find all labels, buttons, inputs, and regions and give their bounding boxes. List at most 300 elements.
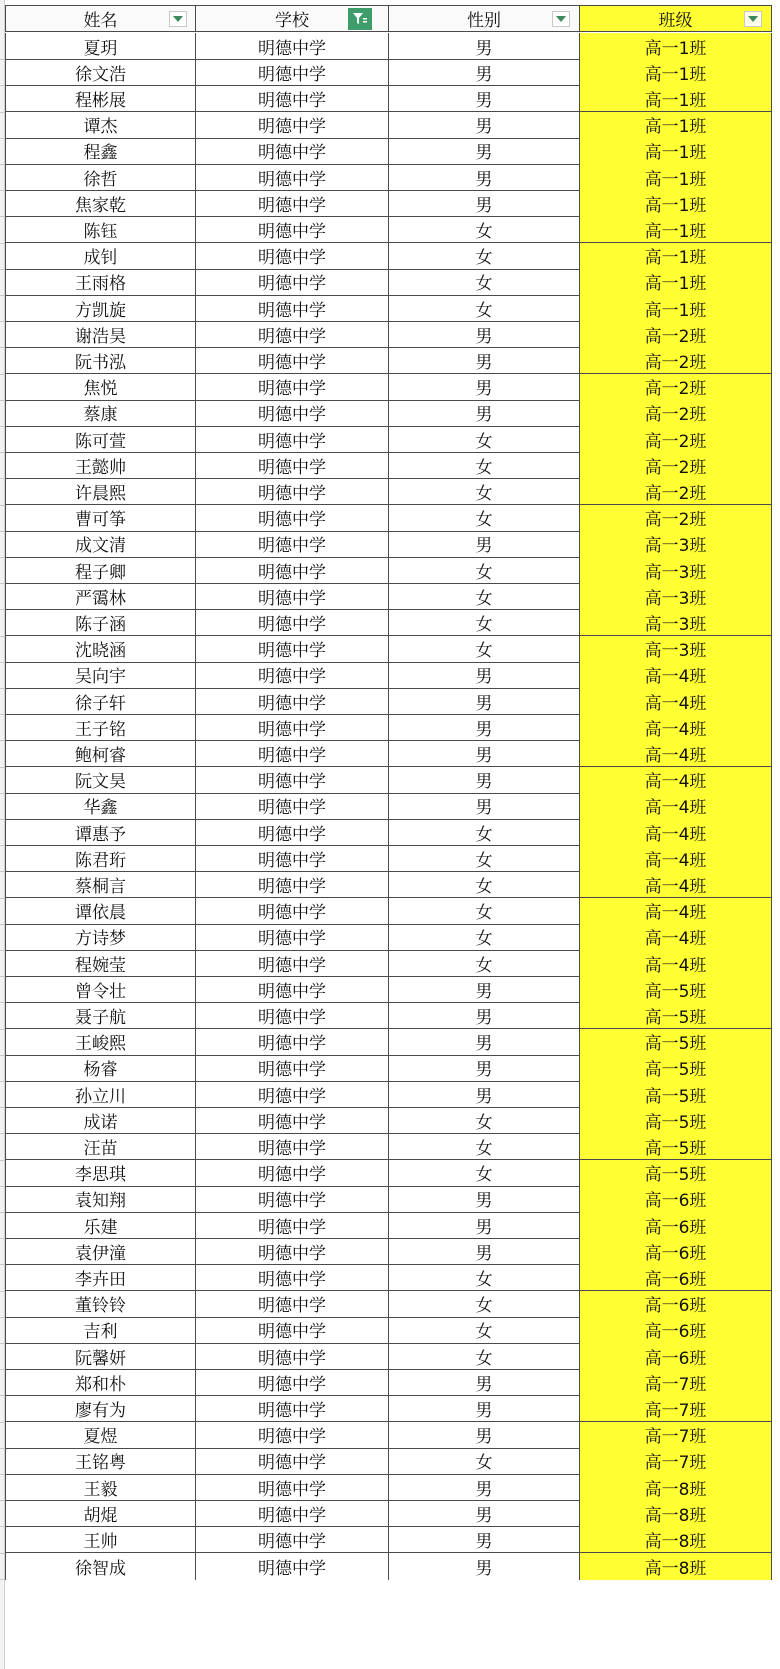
cell-gender[interactable]: 女 (389, 426, 580, 453)
cell-class[interactable]: 高一7班 (580, 1369, 772, 1396)
cell-gender[interactable]: 男 (389, 1474, 580, 1501)
cell-school[interactable]: 明德中学 (196, 1291, 389, 1318)
cell-class[interactable]: 高一5班 (580, 1055, 772, 1082)
gutter-row-divider (0, 1526, 4, 1527)
gutter-row-divider (0, 1002, 4, 1003)
cell-class[interactable]: 高一1班 (580, 112, 772, 139)
filter-dropdown-name[interactable] (169, 11, 187, 27)
gutter-row-divider (0, 478, 4, 479)
cell-school[interactable]: 明德中学 (196, 767, 389, 794)
cell-school[interactable]: 明德中学 (196, 478, 389, 505)
cell-name[interactable]: 汪苗 (5, 1133, 196, 1160)
cell-school[interactable]: 明德中学 (196, 400, 389, 427)
cell-class[interactable]: 高一6班 (580, 1186, 772, 1213)
cell-class[interactable]: 高一2班 (580, 374, 772, 401)
cell-gender[interactable]: 男 (389, 1186, 580, 1213)
cell-name[interactable]: 陈钰 (5, 216, 196, 243)
gutter-row-divider (0, 400, 4, 401)
cell-gender[interactable]: 女 (389, 1317, 580, 1344)
cell-school[interactable]: 明德中学 (196, 1526, 389, 1553)
gutter-row-divider (0, 924, 4, 925)
gutter-row-divider (0, 740, 4, 741)
gutter-row-divider (0, 793, 4, 794)
header-school-label: 学校 (275, 11, 309, 31)
cell-class[interactable]: 高一1班 (580, 190, 772, 217)
cell-gender[interactable]: 男 (389, 714, 580, 741)
cell-school[interactable]: 明德中学 (196, 452, 389, 479)
cell-gender[interactable]: 男 (389, 1212, 580, 1239)
cell-class[interactable]: 高一5班 (580, 1160, 772, 1187)
cell-gender[interactable]: 女 (389, 505, 580, 532)
cell-gender[interactable]: 女 (389, 636, 580, 663)
cell-name[interactable]: 方凯旋 (5, 295, 196, 322)
cell-name[interactable]: 许晨熙 (5, 478, 196, 505)
cell-class[interactable]: 高一6班 (580, 1343, 772, 1370)
cell-gender[interactable]: 男 (389, 1526, 580, 1553)
cell-class[interactable]: 高一5班 (580, 1133, 772, 1160)
cell-gender[interactable]: 男 (389, 1055, 580, 1082)
cell-school[interactable]: 明德中学 (196, 1055, 389, 1082)
cell-class[interactable]: 高一5班 (580, 1081, 772, 1108)
header-name[interactable] (5, 5, 196, 32)
cell-class[interactable]: 高一1班 (580, 269, 772, 296)
cell-gender[interactable]: 女 (389, 819, 580, 846)
cell-name[interactable]: 谭依晨 (5, 898, 196, 925)
gutter-row-divider (0, 1029, 4, 1030)
gutter-row-divider (0, 1553, 4, 1554)
cell-gender[interactable]: 女 (389, 478, 580, 505)
cell-class[interactable]: 高一1班 (580, 85, 772, 112)
filter-dropdown-class[interactable] (744, 11, 762, 27)
cell-name[interactable]: 阮书泓 (5, 347, 196, 374)
cell-name[interactable]: 陈君珩 (5, 845, 196, 872)
cell-name[interactable]: 阮馨妍 (5, 1343, 196, 1370)
gutter-row-divider (0, 138, 4, 139)
cell-class[interactable]: 高一2班 (580, 452, 772, 479)
cell-school[interactable]: 明德中学 (196, 164, 389, 191)
cell-class[interactable]: 高一4班 (580, 819, 772, 846)
cell-school[interactable]: 明德中学 (196, 1422, 389, 1449)
cell-name[interactable]: 王雨格 (5, 269, 196, 296)
cell-school[interactable]: 明德中学 (196, 1081, 389, 1108)
cell-gender[interactable]: 男 (389, 767, 580, 794)
cell-class[interactable]: 高一4班 (580, 740, 772, 767)
cell-gender[interactable]: 男 (389, 138, 580, 165)
cell-name[interactable]: 徐子轩 (5, 688, 196, 715)
cell-gender[interactable]: 男 (389, 112, 580, 139)
cell-gender[interactable]: 女 (389, 1107, 580, 1134)
filter-dropdown-school[interactable] (348, 8, 372, 30)
cell-school[interactable]: 明德中学 (196, 1029, 389, 1056)
cell-gender[interactable]: 男 (389, 190, 580, 217)
cell-name[interactable]: 曾令壮 (5, 976, 196, 1003)
gutter-row-divider (0, 1474, 4, 1475)
cell-gender[interactable]: 女 (389, 1448, 580, 1475)
cell-gender[interactable]: 男 (389, 85, 580, 112)
cell-name[interactable]: 王峻熙 (5, 1029, 196, 1056)
cell-name[interactable]: 李思琪 (5, 1160, 196, 1187)
cell-class[interactable]: 高一4班 (580, 714, 772, 741)
cell-class[interactable]: 高一1班 (580, 59, 772, 86)
cell-gender[interactable]: 男 (389, 1369, 580, 1396)
cell-class[interactable]: 高一2班 (580, 426, 772, 453)
cell-class[interactable]: 高一1班 (580, 164, 772, 191)
cell-class[interactable]: 高一3班 (580, 636, 772, 663)
gutter-row-divider (0, 1264, 4, 1265)
cell-name[interactable]: 鲍柯睿 (5, 740, 196, 767)
gutter-row-divider (0, 1395, 4, 1396)
cell-name[interactable]: 方诗梦 (5, 924, 196, 951)
gutter-row-divider (0, 1160, 4, 1161)
cell-name[interactable]: 夏煜 (5, 1422, 196, 1449)
cell-class[interactable]: 高一6班 (580, 1264, 772, 1291)
cell-school[interactable]: 明德中学 (196, 1160, 389, 1187)
cell-class[interactable]: 高一7班 (580, 1422, 772, 1449)
cell-school[interactable]: 明德中学 (196, 819, 389, 846)
cell-gender[interactable]: 女 (389, 269, 580, 296)
cell-gender[interactable]: 男 (389, 1500, 580, 1527)
cell-name[interactable]: 孙立川 (5, 1081, 196, 1108)
gutter-row-divider (0, 1291, 4, 1292)
cell-school[interactable]: 明德中学 (196, 1317, 389, 1344)
cell-school[interactable]: 明德中学 (196, 269, 389, 296)
cell-class[interactable]: 高一1班 (580, 138, 772, 165)
gutter-row-divider (0, 321, 4, 322)
cell-class[interactable]: 高一3班 (580, 531, 772, 558)
cell-gender[interactable]: 女 (389, 950, 580, 977)
cell-name[interactable]: 王毅 (5, 1474, 196, 1501)
cell-gender[interactable]: 女 (389, 845, 580, 872)
cell-name[interactable]: 沈晓涵 (5, 636, 196, 663)
gutter-row-divider (0, 1186, 4, 1187)
cell-class[interactable]: 高一7班 (580, 1395, 772, 1422)
cell-name[interactable]: 郑和朴 (5, 1369, 196, 1396)
cell-class[interactable]: 高一4班 (580, 898, 772, 925)
cell-name[interactable]: 袁知翔 (5, 1186, 196, 1213)
gutter-row-divider (0, 295, 4, 296)
cell-school[interactable]: 明德中学 (196, 609, 389, 636)
cell-class[interactable]: 高一2班 (580, 505, 772, 532)
cell-name[interactable]: 廖有为 (5, 1395, 196, 1422)
cell-school[interactable]: 明德中学 (196, 871, 389, 898)
gutter-row-divider (0, 950, 4, 951)
gutter-row-divider (0, 164, 4, 165)
cell-name[interactable]: 谢浩昊 (5, 321, 196, 348)
gutter-row-divider (0, 898, 4, 899)
cell-school[interactable]: 明德中学 (196, 1474, 389, 1501)
cell-school[interactable]: 明德中学 (196, 1107, 389, 1134)
cell-name[interactable]: 聂子航 (5, 1002, 196, 1029)
gutter-row-divider (0, 374, 4, 375)
cell-gender[interactable]: 女 (389, 609, 580, 636)
cell-class[interactable]: 高一4班 (580, 767, 772, 794)
cell-gender[interactable]: 女 (389, 871, 580, 898)
cell-class[interactable]: 高一4班 (580, 793, 772, 820)
gutter-row-divider (0, 452, 4, 453)
cell-name[interactable]: 阮文昊 (5, 767, 196, 794)
cell-class[interactable]: 高一2班 (580, 400, 772, 427)
cell-name[interactable]: 乐建 (5, 1212, 196, 1239)
cell-gender[interactable]: 女 (389, 557, 580, 584)
cell-name[interactable]: 吴向宇 (5, 662, 196, 689)
cell-name[interactable]: 程鑫 (5, 138, 196, 165)
cell-gender[interactable]: 男 (389, 1002, 580, 1029)
cell-school[interactable]: 明德中学 (196, 33, 389, 60)
gutter-row-divider (0, 688, 4, 689)
cell-name[interactable]: 杨睿 (5, 1055, 196, 1082)
cell-class[interactable]: 高一5班 (580, 976, 772, 1003)
cell-school[interactable]: 明德中学 (196, 59, 389, 86)
cell-school[interactable]: 明德中学 (196, 1133, 389, 1160)
cell-school[interactable]: 明德中学 (196, 295, 389, 322)
cell-school[interactable]: 明德中学 (196, 426, 389, 453)
cell-school[interactable]: 明德中学 (196, 924, 389, 951)
gutter-row-divider (0, 1369, 4, 1370)
cell-school[interactable]: 明德中学 (196, 740, 389, 767)
cell-class[interactable]: 高一4班 (580, 950, 772, 977)
cell-gender[interactable]: 女 (389, 243, 580, 270)
cell-name[interactable]: 程子卿 (5, 557, 196, 584)
cell-class[interactable]: 高一4班 (580, 688, 772, 715)
gutter-row-divider (0, 1317, 4, 1318)
cell-name[interactable]: 陈子涵 (5, 609, 196, 636)
cell-gender[interactable]: 女 (389, 216, 580, 243)
cell-name[interactable]: 袁伊潼 (5, 1238, 196, 1265)
gutter-row-divider (0, 845, 4, 846)
gutter-row-divider (0, 347, 4, 348)
cell-gender[interactable]: 女 (389, 1264, 580, 1291)
cell-class[interactable]: 高一5班 (580, 1107, 772, 1134)
cell-name[interactable]: 王帅 (5, 1526, 196, 1553)
cell-class[interactable]: 高一7班 (580, 1448, 772, 1475)
cell-school[interactable]: 明德中学 (196, 1553, 389, 1580)
header-gender[interactable] (389, 5, 580, 32)
cell-gender[interactable]: 男 (389, 793, 580, 820)
cell-school[interactable]: 明德中学 (196, 793, 389, 820)
cell-name[interactable]: 曹可筝 (5, 505, 196, 532)
cell-school[interactable]: 明德中学 (196, 85, 389, 112)
cell-class[interactable]: 高一8班 (580, 1500, 772, 1527)
cell-name[interactable]: 蔡桐言 (5, 871, 196, 898)
cell-school[interactable]: 明德中学 (196, 950, 389, 977)
cell-class[interactable]: 高一5班 (580, 1029, 772, 1056)
cell-gender[interactable]: 男 (389, 1422, 580, 1449)
cell-gender[interactable]: 男 (389, 164, 580, 191)
filter-dropdown-gender[interactable] (552, 11, 570, 27)
cell-class[interactable]: 高一4班 (580, 662, 772, 689)
cell-school[interactable]: 明德中学 (196, 1186, 389, 1213)
cell-gender[interactable]: 女 (389, 1160, 580, 1187)
cell-school[interactable]: 明德中学 (196, 1395, 389, 1422)
cell-class[interactable]: 高一6班 (580, 1212, 772, 1239)
cell-gender[interactable]: 男 (389, 400, 580, 427)
cell-school[interactable]: 明德中学 (196, 505, 389, 532)
cell-gender[interactable]: 女 (389, 1291, 580, 1318)
gutter-row-divider (0, 557, 4, 558)
cell-school[interactable]: 明德中学 (196, 243, 389, 270)
cell-class[interactable]: 高一4班 (580, 924, 772, 951)
header-name-label: 姓名 (83, 11, 118, 31)
cell-gender[interactable]: 男 (389, 662, 580, 689)
gutter-row-divider (0, 1107, 4, 1108)
cell-gender[interactable]: 女 (389, 1343, 580, 1370)
cell-gender[interactable]: 男 (389, 321, 580, 348)
cell-name[interactable]: 华鑫 (5, 793, 196, 820)
cell-name[interactable]: 成文清 (5, 531, 196, 558)
cell-class[interactable]: 高一2班 (580, 478, 772, 505)
gutter-row-divider (0, 59, 4, 60)
cell-class[interactable]: 高一4班 (580, 845, 772, 872)
gutter-row-divider (0, 1133, 4, 1134)
cell-gender[interactable]: 男 (389, 1395, 580, 1422)
header-class[interactable] (580, 5, 772, 32)
cell-gender[interactable]: 女 (389, 452, 580, 479)
cell-gender[interactable]: 男 (389, 531, 580, 558)
cell-name[interactable]: 李卉田 (5, 1264, 196, 1291)
gutter-row-divider (0, 609, 4, 610)
cell-class[interactable]: 高一1班 (580, 243, 772, 270)
cell-class[interactable]: 高一2班 (580, 347, 772, 374)
cell-gender[interactable]: 男 (389, 688, 580, 715)
cell-gender[interactable]: 男 (389, 1553, 580, 1580)
cell-gender[interactable]: 女 (389, 898, 580, 925)
cell-name[interactable]: 胡焜 (5, 1500, 196, 1527)
cell-school[interactable]: 明德中学 (196, 190, 389, 217)
cell-school[interactable]: 明德中学 (196, 1002, 389, 1029)
cell-school[interactable]: 明德中学 (196, 845, 389, 872)
cell-name[interactable]: 蔡康 (5, 400, 196, 427)
cell-school[interactable]: 明德中学 (196, 1448, 389, 1475)
gutter-row-divider (0, 1343, 4, 1344)
cell-name[interactable]: 徐文浩 (5, 59, 196, 86)
cell-school[interactable]: 明德中学 (196, 1369, 389, 1396)
header-gender-label: 性别 (467, 11, 501, 31)
cell-name[interactable]: 夏玥 (5, 33, 196, 60)
cell-school[interactable]: 明德中学 (196, 557, 389, 584)
cell-school[interactable]: 明德中学 (196, 583, 389, 610)
cell-school[interactable]: 明德中学 (196, 1238, 389, 1265)
gutter-row-divider (0, 85, 4, 86)
cell-class[interactable]: 高一2班 (580, 321, 772, 348)
cell-name[interactable]: 徐哲 (5, 164, 196, 191)
gutter-row-divider (0, 1212, 4, 1213)
cell-name[interactable]: 程彬展 (5, 85, 196, 112)
cell-name[interactable]: 成钊 (5, 243, 196, 270)
dropdown-arrow-icon (556, 16, 566, 22)
cell-school[interactable]: 明德中学 (196, 976, 389, 1003)
gutter-row-divider (0, 714, 4, 715)
cell-class[interactable]: 高一8班 (580, 1474, 772, 1501)
cell-school[interactable]: 明德中学 (196, 898, 389, 925)
cell-name[interactable]: 吉利 (5, 1317, 196, 1344)
cell-name[interactable]: 王铭粤 (5, 1448, 196, 1475)
cell-name[interactable]: 谭惠予 (5, 819, 196, 846)
cell-name[interactable]: 陈可萱 (5, 426, 196, 453)
cell-class[interactable]: 高一6班 (580, 1317, 772, 1344)
cell-class[interactable]: 高一8班 (580, 1553, 772, 1580)
cell-school[interactable]: 明德中学 (196, 662, 389, 689)
gutter-row-divider (0, 112, 4, 113)
cell-class[interactable]: 高一4班 (580, 871, 772, 898)
cell-school[interactable]: 明德中学 (196, 347, 389, 374)
cell-class[interactable]: 高一8班 (580, 1526, 772, 1553)
cell-gender[interactable]: 男 (389, 59, 580, 86)
gutter-row-divider (0, 976, 4, 977)
gutter-row-divider (0, 819, 4, 820)
gutter-row-divider (0, 1055, 4, 1056)
cell-gender[interactable]: 女 (389, 1133, 580, 1160)
cell-school[interactable]: 明德中学 (196, 112, 389, 139)
cell-school[interactable]: 明德中学 (196, 1500, 389, 1527)
cell-class[interactable]: 高一3班 (580, 557, 772, 584)
cell-school[interactable]: 明德中学 (196, 1212, 389, 1239)
cell-gender[interactable]: 女 (389, 295, 580, 322)
cell-gender[interactable]: 男 (389, 976, 580, 1003)
gutter-row-divider (0, 190, 4, 191)
gutter-row-divider (0, 426, 4, 427)
cell-school[interactable]: 明德中学 (196, 374, 389, 401)
cell-school[interactable]: 明德中学 (196, 1264, 389, 1291)
cell-gender[interactable]: 女 (389, 583, 580, 610)
cell-name[interactable]: 王子铭 (5, 714, 196, 741)
dropdown-arrow-icon (173, 16, 183, 22)
gutter-row-divider (0, 1500, 4, 1501)
cell-gender[interactable]: 男 (389, 33, 580, 60)
cell-class[interactable]: 高一5班 (580, 1002, 772, 1029)
gutter-row-divider (0, 1238, 4, 1239)
cell-school[interactable]: 明德中学 (196, 321, 389, 348)
cell-class[interactable]: 高一1班 (580, 216, 772, 243)
cell-name[interactable]: 程婉莹 (5, 950, 196, 977)
cell-name[interactable]: 谭杰 (5, 112, 196, 139)
cell-name[interactable]: 焦家乾 (5, 190, 196, 217)
cell-gender[interactable]: 男 (389, 374, 580, 401)
cell-name[interactable]: 徐智成 (5, 1553, 196, 1580)
cell-class[interactable]: 高一6班 (580, 1291, 772, 1318)
cell-gender[interactable]: 男 (389, 740, 580, 767)
cell-gender[interactable]: 男 (389, 347, 580, 374)
header-class-label: 班级 (658, 11, 693, 31)
gutter-row-divider (0, 269, 4, 270)
cell-gender[interactable]: 男 (389, 1238, 580, 1265)
cell-school[interactable]: 明德中学 (196, 688, 389, 715)
cell-gender[interactable]: 女 (389, 924, 580, 951)
cell-school[interactable]: 明德中学 (196, 714, 389, 741)
cell-school[interactable]: 明德中学 (196, 636, 389, 663)
cell-class[interactable]: 高一1班 (580, 295, 772, 322)
cell-name[interactable]: 成诺 (5, 1107, 196, 1134)
cell-class[interactable]: 高一3班 (580, 583, 772, 610)
header-school[interactable] (196, 5, 389, 32)
gutter-row-divider (0, 636, 4, 637)
cell-class[interactable]: 高一3班 (580, 609, 772, 636)
cell-school[interactable]: 明德中学 (196, 531, 389, 558)
filter-active-icon (352, 12, 368, 26)
cell-name[interactable]: 董铃铃 (5, 1291, 196, 1318)
cell-name[interactable]: 严霭林 (5, 583, 196, 610)
cell-gender[interactable]: 男 (389, 1029, 580, 1056)
cell-school[interactable]: 明德中学 (196, 1343, 389, 1370)
cell-name[interactable]: 焦悦 (5, 374, 196, 401)
cell-school[interactable]: 明德中学 (196, 216, 389, 243)
cell-gender[interactable]: 男 (389, 1081, 580, 1108)
cell-class[interactable]: 高一1班 (580, 33, 772, 60)
gutter-row-divider (0, 505, 4, 506)
cell-name[interactable]: 王懿帅 (5, 452, 196, 479)
cell-class[interactable]: 高一6班 (580, 1238, 772, 1265)
cell-school[interactable]: 明德中学 (196, 138, 389, 165)
gutter-row-divider (0, 871, 4, 872)
